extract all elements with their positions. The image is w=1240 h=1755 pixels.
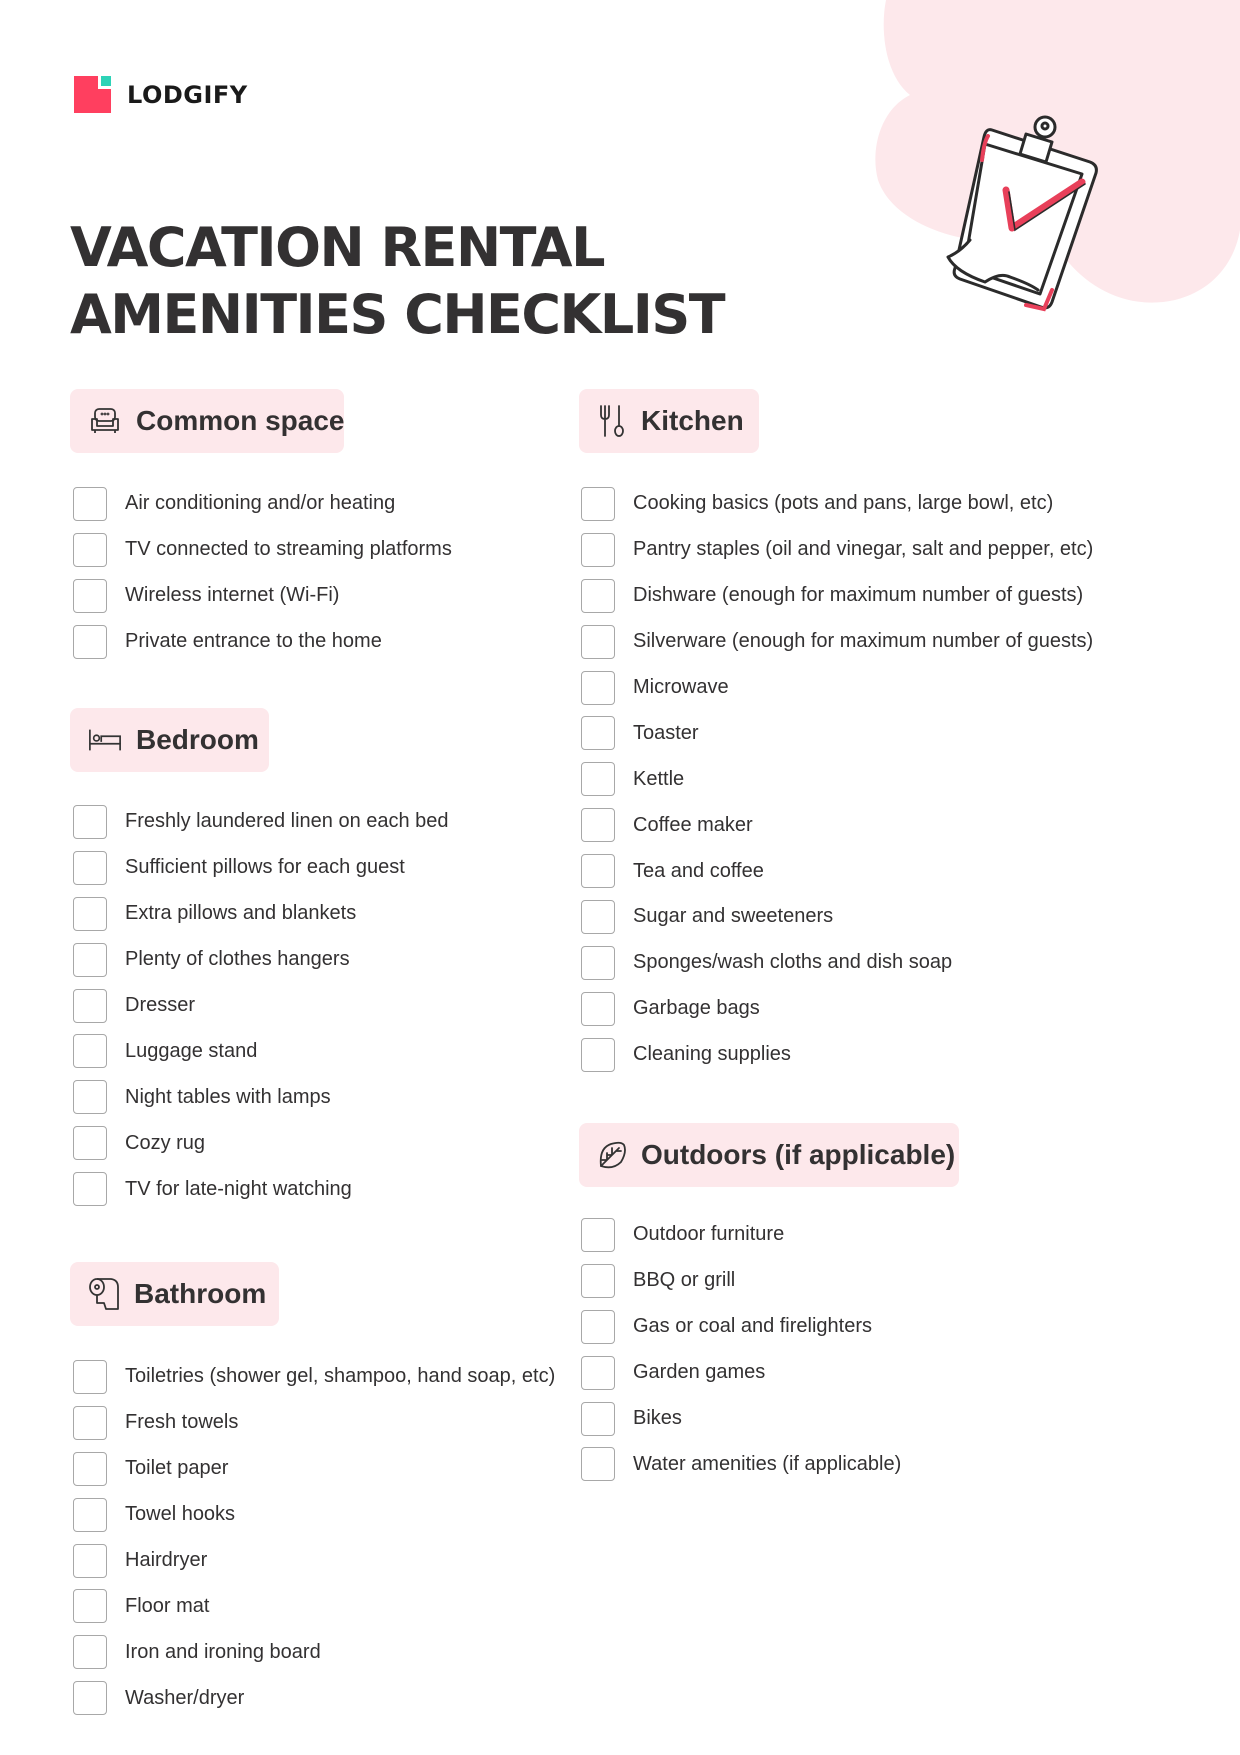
checklist-item[interactable]	[73, 573, 452, 619]
checklist-item[interactable]	[581, 802, 1093, 848]
checklist-item[interactable]	[73, 481, 452, 527]
checklist-item[interactable]	[73, 1492, 555, 1538]
checklist-item[interactable]	[73, 1538, 555, 1584]
item-label: TV connected to streaming platforms	[125, 538, 452, 561]
checkbox[interactable]	[73, 625, 107, 659]
checklist-item[interactable]	[581, 1032, 1093, 1078]
checklist-item[interactable]	[581, 1304, 901, 1350]
checkbox[interactable]	[73, 1034, 107, 1068]
checklist-item[interactable]	[73, 845, 449, 891]
checkbox[interactable]	[581, 716, 615, 750]
checkbox[interactable]	[581, 992, 615, 1026]
item-label: Coffee maker	[633, 813, 753, 836]
checkbox[interactable]	[581, 762, 615, 796]
lodgify-logo-icon	[74, 76, 111, 113]
checkbox[interactable]	[73, 1589, 107, 1623]
checklist-item[interactable]	[581, 573, 1093, 619]
kitchen-list	[581, 481, 1093, 1078]
item-label: Garbage bags	[633, 997, 760, 1020]
checkbox[interactable]	[73, 1172, 107, 1206]
checkbox[interactable]	[581, 579, 615, 613]
item-label: Dishware (enough for maximum number of guests)	[633, 584, 1084, 607]
item-label: Tea and coffee	[633, 859, 764, 882]
item-label: Cleaning supplies	[633, 1043, 791, 1066]
item-label: Freshly laundered linen on each bed	[125, 810, 449, 833]
section-header-common-space	[70, 389, 344, 453]
outdoors-list	[581, 1212, 901, 1487]
item-label: Cooking basics (pots and pans, large bowl, etc)	[633, 492, 1054, 515]
item-label: Private entrance to the home	[125, 630, 382, 653]
section-title: Common space	[136, 405, 345, 436]
item-label: Sufficient pillows for each guest	[125, 856, 405, 879]
brand-name: LODGIFY	[127, 80, 248, 109]
item-label: Fresh towels	[125, 1411, 239, 1434]
checkbox[interactable]	[73, 897, 107, 931]
section-header-bathroom	[70, 1262, 279, 1326]
item-label: Washer/dryer	[125, 1686, 245, 1709]
item-label: Hairdryer	[125, 1549, 208, 1571]
checklist-item[interactable]	[581, 1258, 901, 1304]
checklist-item[interactable]	[73, 1028, 449, 1074]
checkbox[interactable]	[73, 943, 107, 977]
item-label: Sugar and sweeteners	[633, 905, 834, 928]
checkbox[interactable]	[73, 851, 107, 885]
checkbox[interactable]	[581, 671, 615, 705]
section-title: Bathroom	[134, 1278, 267, 1309]
checklist-item[interactable]	[581, 986, 1093, 1032]
checkbox[interactable]	[581, 1402, 615, 1436]
section-title: Bedroom	[136, 724, 259, 755]
section-header-kitchen	[579, 389, 759, 453]
item-label: Iron and ironing board	[125, 1640, 321, 1663]
checklist-item[interactable]	[73, 891, 449, 937]
checklist-item[interactable]	[73, 1354, 555, 1400]
item-label: TV for late-night watching	[125, 1177, 352, 1200]
checklist-item[interactable]	[581, 665, 1093, 711]
checklist-item[interactable]	[73, 1446, 555, 1492]
checkbox[interactable]	[581, 1038, 615, 1072]
checklist-item[interactable]	[73, 937, 449, 983]
checklist-item[interactable]	[581, 527, 1093, 573]
item-label: Silverware (enough for maximum number of guests)	[633, 630, 1094, 653]
item-label: Dresser	[125, 994, 196, 1016]
checkbox[interactable]	[581, 1310, 615, 1344]
checkbox[interactable]	[73, 1360, 107, 1394]
item-label: Bikes	[633, 1407, 682, 1429]
section-title: Kitchen	[641, 405, 744, 436]
checklist-item[interactable]	[73, 1629, 555, 1675]
checklist-item[interactable]	[581, 940, 1093, 986]
common-space-list	[73, 481, 452, 665]
item-label: Water amenities (if applicable)	[633, 1452, 902, 1475]
item-label: Night tables with lamps	[125, 1085, 331, 1108]
checklist-item[interactable]	[581, 848, 1093, 894]
checklist-item[interactable]	[581, 1396, 901, 1442]
item-label: Toilet paper	[125, 1457, 229, 1480]
checklist-item[interactable]	[581, 894, 1093, 940]
checklist-item[interactable]	[73, 799, 449, 845]
checkbox[interactable]	[73, 1681, 107, 1715]
checklist-item[interactable]	[581, 710, 1093, 756]
checklist-item[interactable]	[73, 1675, 555, 1721]
bathroom-list	[73, 1354, 555, 1721]
item-label: Cozy rug	[125, 1131, 206, 1154]
section-header-bedroom	[70, 708, 269, 772]
checkbox[interactable]	[73, 1498, 107, 1532]
checklist-item[interactable]	[73, 619, 452, 665]
brand-logo	[74, 76, 248, 113]
checkbox[interactable]	[73, 1635, 107, 1669]
item-label: Gas or coal and firelighters	[633, 1315, 873, 1338]
checkbox[interactable]	[581, 533, 615, 567]
section-title: Outdoors (if applicable)	[641, 1139, 956, 1170]
bedroom-list	[73, 799, 449, 1212]
item-label: Wireless internet (Wi-Fi)	[125, 584, 340, 607]
item-label: BBQ or grill	[633, 1269, 736, 1292]
checkbox[interactable]	[73, 1080, 107, 1114]
checkbox[interactable]	[73, 1126, 107, 1160]
checkbox[interactable]	[73, 1406, 107, 1440]
checklist-item[interactable]	[73, 1074, 449, 1120]
checkbox[interactable]	[73, 533, 107, 567]
checklist-item[interactable]	[581, 756, 1093, 802]
item-label: Towel hooks	[125, 1503, 236, 1526]
checkbox[interactable]	[581, 1356, 615, 1390]
item-label: Toaster	[633, 721, 699, 744]
checklist-item[interactable]	[73, 1400, 555, 1446]
item-label: Outdoor furniture	[633, 1223, 785, 1246]
checkbox[interactable]	[581, 808, 615, 842]
checklist-item[interactable]	[581, 1212, 901, 1258]
item-label: Garden games	[633, 1361, 766, 1384]
item-label: Sponges/wash cloths and dish soap	[633, 951, 953, 974]
item-label: Plenty of clothes hangers	[125, 948, 350, 971]
checklist-item[interactable]	[581, 619, 1093, 665]
checklist-item[interactable]	[73, 1120, 449, 1166]
checkbox[interactable]	[73, 989, 107, 1023]
checklist-item[interactable]	[73, 527, 452, 573]
item-label: Microwave	[633, 676, 729, 698]
item-label: Toiletries (shower gel, shampoo, hand soap, etc)	[125, 1365, 556, 1388]
checkbox[interactable]	[581, 1218, 615, 1252]
item-label: Floor mat	[125, 1594, 210, 1617]
page-title	[70, 214, 724, 348]
checkbox[interactable]	[73, 805, 107, 839]
item-label: Extra pillows and blankets	[125, 902, 357, 925]
checkbox[interactable]	[73, 487, 107, 521]
checklist-item[interactable]	[73, 1583, 555, 1629]
checklist-item[interactable]	[581, 1441, 901, 1487]
title-line-2: AMENITIES CHECKLIST	[70, 283, 725, 346]
checklist-item[interactable]	[581, 481, 1093, 527]
checkbox[interactable]	[581, 487, 615, 521]
toilet-paper-icon	[88, 1277, 120, 1311]
checkbox[interactable]	[581, 1447, 615, 1481]
checkbox[interactable]	[73, 579, 107, 613]
checkbox[interactable]	[581, 1264, 615, 1298]
item-label: Kettle	[633, 767, 685, 790]
section-header-outdoors	[579, 1123, 959, 1187]
checklist-item[interactable]	[73, 983, 449, 1029]
item-label: Luggage stand	[125, 1039, 258, 1062]
checkbox[interactable]	[73, 1544, 107, 1578]
armchair-icon	[88, 404, 122, 438]
clipboard-check-icon	[940, 112, 1120, 317]
title-line-1: VACATION RENTAL	[70, 216, 604, 279]
checkbox[interactable]	[581, 625, 615, 659]
checkbox[interactable]	[581, 854, 615, 888]
checklist-item[interactable]	[581, 1350, 901, 1396]
checkbox[interactable]	[581, 900, 615, 934]
bed-icon	[88, 723, 122, 757]
checkbox[interactable]	[581, 946, 615, 980]
utensils-icon	[597, 404, 627, 438]
checkbox[interactable]	[73, 1452, 107, 1486]
item-label: Pantry staples (oil and vinegar, salt and pepper, etc)	[633, 538, 1094, 561]
item-label: Air conditioning and/or heating	[125, 492, 396, 515]
leaf-icon	[597, 1138, 627, 1172]
checklist-item[interactable]	[73, 1166, 449, 1212]
